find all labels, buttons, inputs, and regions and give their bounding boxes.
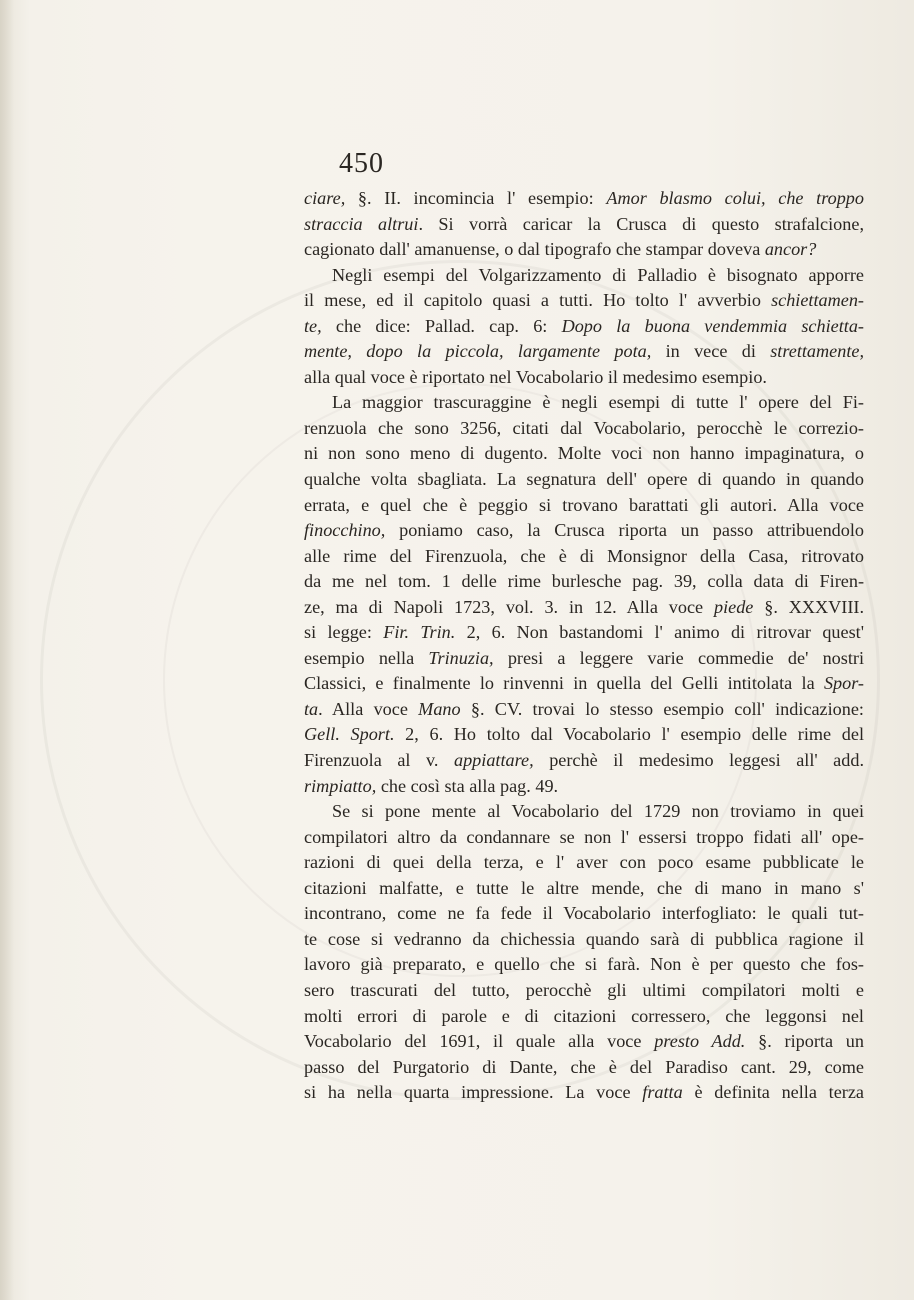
text-segment: Classici, e finalmente lo rinvenni in quella del Gelli intitolata la (304, 673, 824, 694)
text-segment: citazioni malfatte, e tutte le altre mende, che di mano in mano s' (304, 877, 864, 898)
italic-text-segment: Trinuzia, (428, 647, 508, 668)
text-line (304, 339, 864, 365)
text-line (304, 978, 864, 1004)
italic-text-segment: appiattare, (453, 750, 550, 771)
text-line (304, 288, 864, 314)
text-line (304, 186, 864, 212)
text-line (304, 1029, 864, 1055)
text-segment: il mese, ed il capitolo quasi a tutti. Ho tolto l' avverbio (304, 290, 772, 311)
text-line (304, 569, 864, 595)
page-number: 450 (339, 148, 384, 179)
text-line (304, 901, 864, 927)
italic-text-segment: Amor blasmo colui, che troppo (606, 188, 864, 208)
text-segment: presi a leggere varie commedie de' nostri (507, 647, 864, 668)
text-segment: Vocabolario del 1691, il quale alla voce (304, 1031, 655, 1052)
text-segment: esempio nella (304, 647, 429, 668)
italic-text-segment: ciare, (304, 188, 358, 208)
italic-text-segment: presto Add. (654, 1031, 759, 1052)
text-line (304, 212, 864, 238)
text-line (304, 1055, 864, 1081)
text-line (304, 722, 864, 748)
text-segment: Firenzuola al v. (304, 750, 454, 771)
italic-text-segment: straccia altrui (304, 213, 419, 234)
text-line (304, 314, 864, 340)
text-line (304, 850, 864, 876)
text-segment: te cose si vedranno da chichessia quando sarà di pubblica ragione il (304, 928, 864, 949)
text-segment: compilatori altro da condannare se non l' essersi troppo fidati all' ope- (304, 826, 864, 847)
text-line (304, 390, 864, 416)
text-segment: cagionato dall' amanuense, o dal tipografo che stampar doveva (304, 239, 765, 260)
italic-text-segment: Spor- (823, 673, 864, 694)
text-segment: qualche volta sbagliata. La segnatura dell' opere di quando in quando (304, 469, 864, 490)
text-line (304, 952, 864, 978)
italic-text-segment: te, (304, 315, 336, 336)
text-segment: La maggior trascuraggine è negli esempi di tutte l' opere del Fi- (332, 392, 864, 413)
text-line (304, 646, 864, 672)
italic-text-segment: finocchino, (304, 520, 400, 541)
text-segment: §. CV. trovai lo stesso esempio coll' indicazione: (470, 698, 864, 719)
text-segment: lavoro già preparato, e quello che si farà. Non è per questo che fos- (304, 954, 864, 975)
text-line (304, 799, 864, 825)
text-segment: §. II. incomincia l' esempio: (357, 188, 607, 208)
text-segment: 2, 6. Non bastandomi l' animo di ritrovar quest' (466, 622, 864, 643)
text-segment: renzuola che sono 3256, citati dal Vocabolario, perocchè le correzio- (304, 417, 864, 438)
text-segment: in vece di (665, 341, 771, 362)
text-segment: errata, e quel che è peggio si trovano barattati gli autori. Alla voce (304, 494, 864, 515)
text-segment: §. XXXVIII. (764, 596, 864, 617)
italic-text-segment: Dopo la buona vendemmia schietta- (561, 315, 864, 336)
text-segment: sero trascurati del tutto, perocchè gli ultimi compilatori molti e (304, 979, 864, 1000)
text-segment: è definita nella terza (694, 1082, 864, 1103)
text-line (304, 595, 864, 621)
text-segment: Negli esempi del Volgarizzamento di Palladio è bisognato apporre (332, 264, 864, 285)
text-segment: da me nel tom. 1 delle rime burlesche pag. 39, colla data di Firen- (304, 571, 864, 592)
text-segment: . Alla voce (318, 698, 419, 719)
italic-text-segment: Mano (418, 698, 471, 719)
italic-text-segment: Fir. Trin. (383, 622, 467, 643)
text-line (304, 774, 864, 800)
text-segment: 2, 6. Ho tolto dal Vocabolario l' esempio delle rime del (405, 724, 865, 745)
text-segment: si legge: (304, 622, 384, 643)
italic-text-segment: ta (304, 698, 319, 719)
text-segment: poniamo caso, la Crusca riporta un passo attribuendolo (399, 520, 864, 541)
text-line (304, 467, 864, 493)
text-segment: §. riporta un (758, 1031, 864, 1052)
text-line (304, 671, 864, 697)
text-line (304, 365, 864, 391)
text-segment: alle rime del Firenzuola, che è di Monsignor della Casa, ritrovato (304, 545, 864, 566)
text-line (304, 493, 864, 519)
italic-text-segment: ancor? (764, 239, 817, 260)
text-line (304, 927, 864, 953)
text-line (304, 263, 864, 289)
text-line (304, 441, 864, 467)
text-line (304, 876, 864, 902)
page-binding-edge (0, 0, 14, 1300)
text-segment: che così sta alla pag. 49. (380, 775, 559, 796)
text-segment: alla qual voce è riportato nel Vocabolario il medesimo esempio. (304, 366, 767, 387)
text-segment: che dice: Pallad. cap. 6: (335, 315, 562, 336)
text-line (304, 1004, 864, 1030)
text-line (304, 1080, 864, 1106)
italic-text-segment: rimpiatto, (304, 775, 381, 796)
text-line (304, 748, 864, 774)
text-line (304, 544, 864, 570)
text-line (304, 416, 864, 442)
text-line (304, 518, 864, 544)
italic-text-segment: piede (713, 596, 765, 617)
text-segment: razioni di quei della terza, e l' aver con poco esame pubblicate le (304, 852, 864, 873)
text-line (304, 697, 864, 723)
text-segment: ni non sono meno di dugento. Molte voci non hanno impaginatura, o (304, 443, 864, 464)
italic-text-segment: fratta (642, 1082, 695, 1103)
text-segment: Se si pone mente al Vocabolario del 1729 non troviamo in quei (332, 801, 864, 822)
text-segment: si ha nella quarta impressione. La voce (304, 1082, 643, 1103)
body-text (304, 186, 864, 1106)
text-segment: passo del Purgatorio di Dante, che è del Paradiso cant. 29, come (304, 1056, 864, 1077)
text-segment: ze, ma di Napoli 1723, vol. 3. in 12. Alla voce (304, 596, 714, 617)
italic-text-segment: schiettamen- (771, 290, 864, 311)
text-segment: perchè il medesimo leggesi all' add. (549, 750, 864, 771)
text-line (304, 825, 864, 851)
italic-text-segment: strettamente, (770, 341, 864, 362)
italic-text-segment: Gell. Sport. (304, 724, 406, 745)
italic-text-segment: mente, dopo la piccola, largamente pota, (304, 341, 666, 362)
text-line (304, 620, 864, 646)
text-line (304, 237, 864, 263)
text-segment: incontrano, come ne fa fede il Vocabolario interfogliato: le quali tut- (304, 903, 864, 924)
text-segment: . Si vorrà caricar la Crusca di questo strafalcione, (418, 213, 864, 234)
text-segment: molti errori di parole e di citazioni corressero, che leggonsi nel (304, 1005, 864, 1026)
